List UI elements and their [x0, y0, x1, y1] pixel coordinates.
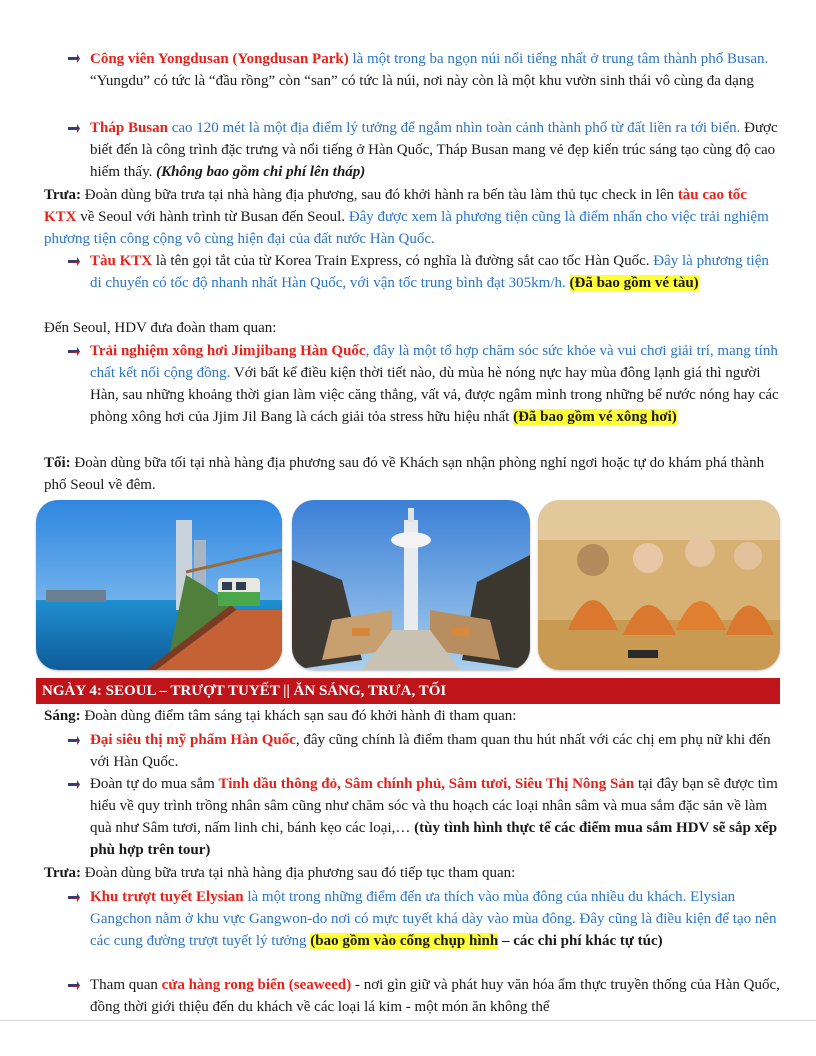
meal-label: Trưa: — [44, 187, 82, 203]
dinner-text: Đoàn dùng bữa tối tại nhà hàng địa phương sau đó về Khách sạn nhận phòng nghỉ ngơi hoặc tự do khám phá thành phố Seoul về đêm. — [44, 455, 765, 493]
shopping-note: (tùy tình hình thực tế các điểm mua sắm HDV sẽ sắp xếp phù hợp trên tour) — [90, 820, 778, 858]
breakfast-paragraph — [44, 705, 780, 727]
shopping-pre: Đoàn tự do mua sắm — [90, 776, 219, 792]
included-badge: (Đã bao gồm vé xông hơi) — [513, 409, 677, 425]
arrow-bullet-icon — [66, 344, 81, 359]
bullet-shopping — [90, 773, 780, 861]
place-desc: , đây cũng chính là điểm tham quan thu hút nhất với các chị em phụ nữ khi đến với Hàn Quốc. — [90, 732, 771, 770]
bullet-seaweed — [90, 974, 780, 1018]
included-badge: (Đã bao gồm vé tàu) — [569, 275, 699, 291]
seoul-intro: Đến Seoul, HDV đưa đoàn tham quan: — [44, 320, 277, 336]
place-desc: “Yungdu” có tức là “đầu rồng” còn “san” có tức là núi, nơi này còn là một khu vườn sinh thái vô cùng đa dạng — [90, 73, 754, 89]
photo-busan-tower — [292, 500, 530, 670]
place-name: Tháp Busan — [90, 120, 168, 136]
place-name: Khu trượt tuyết Elysian — [90, 889, 244, 905]
place-desc: tại đây bạn sẽ được tìm hiểu về quy trình trồng nhân sâm cũng như chăm sóc và thu hoạch các loại nhân sâm và mua sắm đặc sản về làm quà như Sâm tươi, nấm linh chi, bánh kẹo các loại,… — [90, 776, 778, 836]
place-desc: Được biết đến là công trình đặc trưng và nổi tiếng ở Hàn Quốc, Tháp Busan mang vẻ đẹp kiến trúc sáng tạo cùng độ cao hiếm thấy. — [90, 120, 778, 180]
meal-label: Sáng: — [44, 708, 81, 724]
arrow-bullet-icon — [66, 733, 81, 748]
place-desc: - nơi gìn giữ và phát huy văn hóa ẩm thực truyền thống của Hàn Quốc, đồng thời giới thiệu đến du khách về các loại lá kim - một món ăn không thể — [90, 977, 780, 1015]
day-header: NGÀY 4: SEOUL – TRƯỢT TUYẾT || ĂN SÁNG, TRƯA, TỐI — [36, 678, 780, 704]
place-desc-blue: cao 120 mét là một địa điểm lý tưởng để ngắm nhìn toàn cảnh thành phố từ đất liền ra tới biển. — [167, 120, 741, 136]
footer-divider — [0, 1020, 816, 1021]
seaweed-pre: Tham quan — [90, 977, 162, 993]
place-desc: là tên gọi tắt của từ Korea Train Express, có nghĩa là đường sắt cao tốc Hàn Quốc. — [152, 253, 650, 269]
arrow-bullet-icon — [66, 121, 81, 136]
place-desc: Với bất kể điều kiện thời tiết nào, dù mùa hè nóng nực hay mùa đông lạnh giá thì người Hàn, sau những khoảng thời gian làm việc căng thẳng, vất vả, được ngâm mình trong những bể nước nóng hay các phòng xông hơi của Jjim Jil Bang là cách giải tỏa stress hữu hiệu nhất — [90, 365, 779, 425]
cost-note: – các chi phí khác tự túc) — [498, 933, 663, 949]
lunch-paragraph — [44, 184, 780, 250]
lunch-text-2: về Seoul với hành trình từ Busan đến Seoul. — [76, 209, 346, 225]
meal-label: Trưa: — [44, 865, 82, 881]
ktx-highlight: tàu cao tốc KTX — [44, 187, 747, 225]
arrow-bullet-icon — [66, 777, 81, 792]
bullet-elysian — [90, 886, 780, 952]
lunch-day4-paragraph — [44, 862, 780, 884]
bullet-cosmetics — [90, 729, 780, 773]
arrow-bullet-icon — [66, 254, 81, 269]
meal-label: Tối: — [44, 455, 71, 471]
lunch-text-blue: Đây được xem là phương tiện cũng là điểm nhấn cho việc trải nghiệm phương tiện công cộng vô cùng hiện đại của đất nước Hàn Quốc. — [44, 209, 769, 247]
lunch-text: Đoàn dùng bữa trưa tại nhà hàng địa phương, sau đó khởi hành ra bến tàu làm thủ tục check in lên — [81, 187, 678, 203]
photo-jimjibang — [538, 500, 780, 670]
photo-busan-coast — [36, 500, 282, 670]
place-name: cửa hàng rong biển (seaweed) — [161, 977, 352, 993]
breakfast-text: Đoàn dùng điểm tâm sáng tại khách sạn sau đó khởi hành đi tham quan: — [80, 708, 517, 724]
bullet-ktx — [90, 250, 780, 294]
place-desc-blue: là một trong ba ngọn núi nổi tiếng nhất ở trung tâm thành phố Busan. — [348, 51, 769, 67]
bullet-yongdusan — [90, 48, 780, 92]
place-desc-blue: Đây là phương tiện di chuyển có tốc độ nhanh nhất Hàn Quốc, với vận tốc trung bình đạt 305km/h. — [90, 253, 769, 291]
bullet-jimjibang — [90, 340, 780, 428]
dinner-paragraph — [44, 452, 780, 496]
place-name: Tàu KTX — [90, 253, 153, 269]
place-desc-blue: là một trong những điểm đến ưa thích vào mùa đông của nhiều du khách. Elysian Gangchon nằm ở khu vực Gangwon-do nơi có mực tuyết khá dày vào mùa đông. Đây cũng là điều kiện để tạo nên các cung đường trượt tuyết lý tưởng — [90, 889, 777, 949]
bullet-busan-tower — [90, 117, 780, 183]
place-name: Trải nghiệm xông hơi Jimjibang Hàn Quốc — [90, 343, 366, 359]
arrow-bullet-icon — [66, 978, 81, 993]
arrow-bullet-icon — [66, 890, 81, 905]
lunch-text: Đoàn dùng bữa trưa tại nhà hàng địa phương sau đó tiếp tục tham quan: — [81, 865, 516, 881]
cost-note: (Không bao gồm chi phí lên tháp) — [152, 164, 366, 180]
place-name: Công viên Yongdusan (Yongdusan Park) — [90, 51, 349, 67]
arrow-bullet-icon — [66, 51, 81, 66]
place-desc-blue: , đây là một tổ hợp chăm sóc sức khỏe và vui chơi giải trí, mang tính chất kết nối cộng đồng. — [90, 343, 778, 381]
shopping-items: Tinh dầu thông đỏ, Sâm chính phủ, Sâm tươi, Siêu Thị Nông Sản — [218, 776, 635, 792]
place-name: Đại siêu thị mỹ phẩm Hàn Quốc — [90, 732, 296, 748]
included-badge: (bao gồm vào cổng chụp hình — [310, 933, 499, 949]
